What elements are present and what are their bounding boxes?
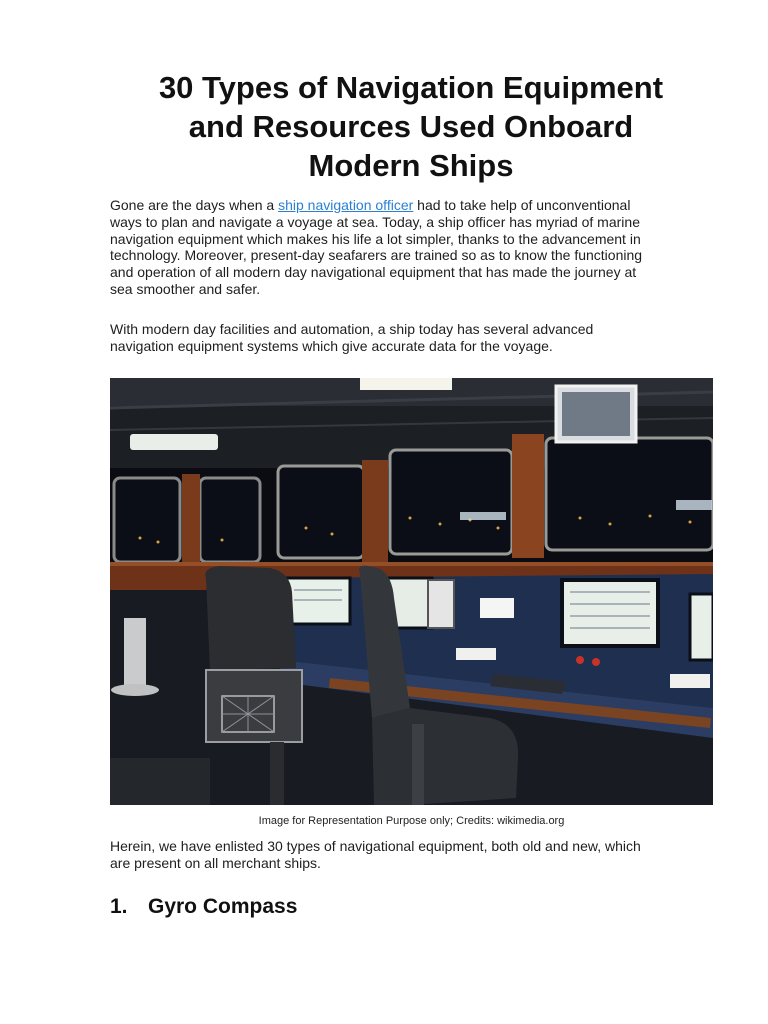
- ecdis-screen: [562, 580, 658, 646]
- image-caption: Image for Representation Purpose only; Credits: wikimedia.org: [258, 815, 565, 827]
- section-heading-gyro-compass: [110, 893, 297, 921]
- intro-line-2: ways to plan and navigate a voyage at sea. Today, a ship officer has myriad of marine: [110, 213, 640, 230]
- bridge-illustration: [110, 378, 713, 805]
- para3-line-1: Herein, we have enlisted 30 types of navigational equipment, both old and new, which: [110, 838, 641, 854]
- intro-text-before-link: Gone are the days when a: [110, 197, 279, 213]
- enlisted-paragraph: [110, 838, 720, 872]
- title-line-1: 30 Types of Navigation Equipment: [158, 70, 664, 105]
- intro-line-3: navigation equipment which makes his life a lot simpler, thanks to the advancement in: [110, 230, 641, 247]
- intro-line-1: [110, 197, 720, 214]
- section-number: 1.: [110, 895, 128, 918]
- modern-facilities-paragraph: [110, 321, 720, 355]
- section-title: Gyro Compass: [148, 895, 298, 918]
- para3-line-2: are present on all merchant ships.: [110, 854, 321, 871]
- intro-paragraph: [110, 197, 720, 298]
- intro-text-after-link: had to take help of unconventional: [413, 197, 631, 213]
- intro-line-4: technology. Moreover, present-day seafarers are trained so as to know the functioning: [110, 247, 643, 264]
- para2-line-1: With modern day facilities and automation, a ship today has several advanced: [110, 321, 594, 337]
- ceiling-light: [130, 434, 218, 450]
- ship-bridge-photo: [110, 378, 713, 805]
- intro-line-6: sea smoother and safer.: [110, 280, 261, 297]
- radar-screen: [286, 578, 350, 624]
- title-line-2: and Resources Used Onboard: [188, 109, 634, 144]
- intro-line-5: and operation of all modern day navigational equipment that has made the journey at: [110, 264, 637, 281]
- title-line-3: Modern Ships: [308, 148, 514, 183]
- ship-navigation-officer-link[interactable]: ship navigation officer: [278, 197, 414, 213]
- para2-line-2: navigation equipment systems which give accurate data for the voyage.: [110, 337, 553, 354]
- article-title: [100, 68, 722, 185]
- captain-chair-left: [205, 566, 296, 670]
